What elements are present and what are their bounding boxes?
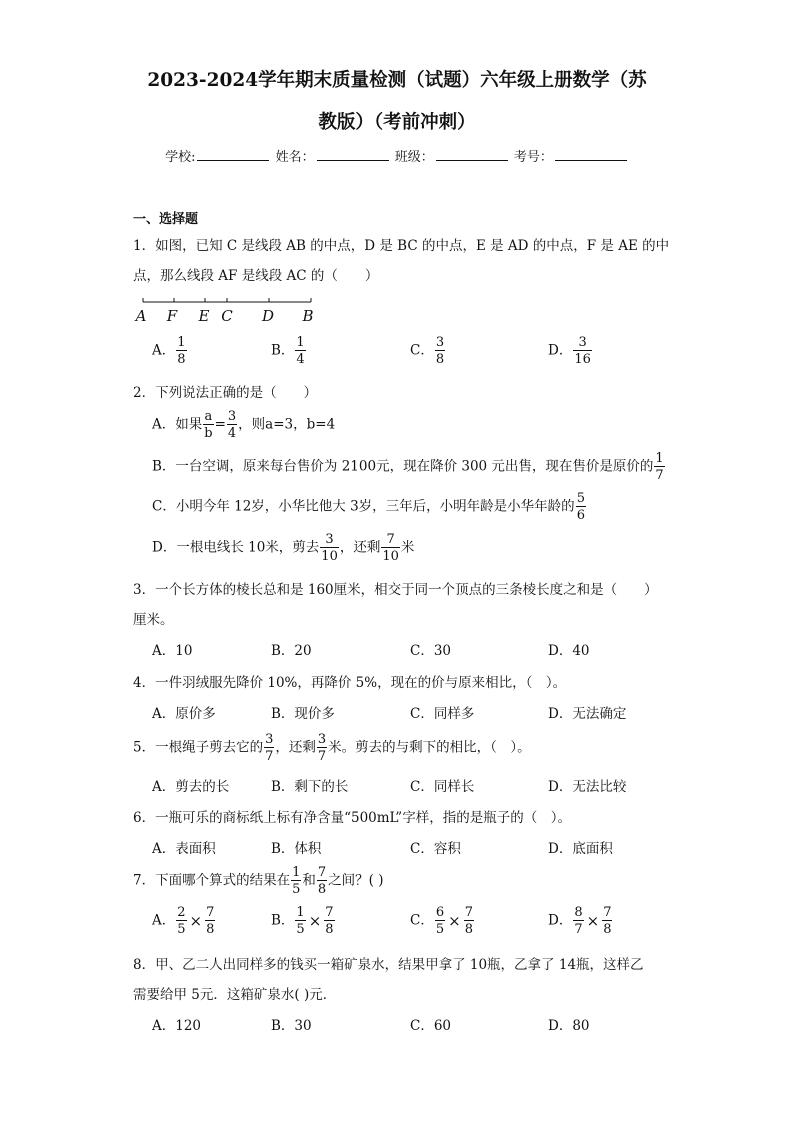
q3-option-a[interactable]: A．10 xyxy=(152,643,193,659)
fraction: $\frac{1}{7}$ xyxy=(655,451,664,483)
q3-stem-line-1: 3．一个长方体的棱长总和是 160厘米，相交于同一个顶点的三条棱长度之和是（ ） xyxy=(133,582,658,598)
q1-stem-line-1: 1．如图，已知 C 是线段 AB 的中点，D 是 BC 的中点，E 是 AD 的中点，F 是 AE 的中 xyxy=(133,238,670,254)
school-blank[interactable] xyxy=(197,148,269,161)
q5-option-b[interactable]: B．剩下的长 xyxy=(271,779,349,795)
student-info-row xyxy=(0,146,794,165)
page-title-line-1: 2023-2024学年期末质量检测（试题）六年级上册数学（苏 xyxy=(147,70,647,91)
fraction: $\frac{1}{8}$ xyxy=(177,335,186,367)
q1-option-b[interactable]: B． $\frac{1}{4}$ xyxy=(271,335,305,367)
fraction: $\frac{7}{8}$ xyxy=(317,865,327,897)
fraction: $\frac{3}{8}$ xyxy=(435,335,445,367)
q7-option-a[interactable]: A． $\frac{2}{5}$ × $\frac{7}{8}$ xyxy=(152,905,215,937)
class-label: 班级： xyxy=(394,150,434,165)
q4-option-a[interactable]: A．原价多 xyxy=(152,706,216,722)
page-title-line-2: 教版）（考前冲刺） xyxy=(318,112,476,133)
q5-option-a[interactable]: A．剪去的长 xyxy=(152,779,230,795)
point-label-b: B xyxy=(302,307,314,325)
fraction: $\frac{3}{10}$ xyxy=(321,532,338,564)
point-label-f: F xyxy=(166,307,178,325)
q2-option-c[interactable]: C．小明今年 12岁，小华比他大 3岁，三年后，小明年龄是小华年龄的 $\frac{5}{6}$ xyxy=(152,491,585,523)
q8-stem-line-2: 需要给甲 5元．这箱矿泉水( )元． xyxy=(133,987,337,1003)
q3-stem-line-2: 厘米。 xyxy=(133,612,174,628)
fraction: $\frac{1}{5}$ xyxy=(296,905,305,937)
fraction: $\frac{1}{4}$ xyxy=(296,335,305,367)
q5-stem: 5．一根绳子剪去它的 $\frac{3}{7}$ ，还剩 $\frac{3}{7}$ 米。剪去的与剩下的相比，（ ）。 xyxy=(133,732,531,764)
q7-option-b[interactable]: B． $\frac{1}{5}$ × $\frac{7}{8}$ xyxy=(271,905,334,937)
name-blank[interactable] xyxy=(317,148,389,161)
fraction: $\frac{8}{7}$ xyxy=(574,905,583,937)
fraction: $\frac{3}{4}$ xyxy=(227,409,237,441)
q7-option-c[interactable]: C． $\frac{6}{5}$ × $\frac{7}{8}$ xyxy=(410,905,473,937)
q3-option-c[interactable]: C．30 xyxy=(410,643,452,659)
fraction: $\frac{3}{16}$ xyxy=(574,335,591,367)
point-label-a: A xyxy=(135,307,147,325)
point-label-c: C xyxy=(221,307,233,325)
q2-stem: 2．下列说法正确的是（ ） xyxy=(133,385,318,401)
fraction: $\frac{5}{6}$ xyxy=(576,491,585,523)
q7-stem: 7．下面哪个算式的结果在 $\frac{1}{5}$ 和 $\frac{7}{8}$ 之间？( ) xyxy=(133,865,384,897)
class-blank[interactable] xyxy=(436,148,508,161)
fraction: $\frac{1}{5}$ xyxy=(292,865,301,897)
q1-option-c[interactable]: C． $\frac{3}{8}$ xyxy=(410,335,445,367)
q8-option-b[interactable]: B．30 xyxy=(271,1018,312,1034)
fraction: $\frac{7}{10}$ xyxy=(382,532,399,564)
fraction: $\frac{7}{8}$ xyxy=(464,905,473,937)
q8-stem-line-1: 8．甲、乙二人出同样多的钱买一箱矿泉水，结果甲拿了 10瓶，乙拿了 14瓶，这样乙 xyxy=(133,957,644,973)
q6-option-b[interactable]: B．体积 xyxy=(271,841,322,857)
q8-option-a[interactable]: A．120 xyxy=(152,1018,202,1034)
fraction: $\frac{7}{8}$ xyxy=(603,905,612,937)
fraction: $\frac{3}{7}$ xyxy=(317,732,327,764)
q2-option-b[interactable]: B．一台空调，原来每台售价为 2100元，现在降价 300 元出售，现在售价是原价的 $\frac{1}{7}$ xyxy=(152,451,664,483)
fraction: $\frac{2}{5}$ xyxy=(177,905,186,937)
q8-option-c[interactable]: C．60 xyxy=(410,1018,452,1034)
fraction: $\frac{a}{b}$ xyxy=(204,409,213,441)
q2-option-d[interactable]: D．一根电线长 10米，剪去 $\frac{3}{10}$ ，还剩 $\frac{7}{10}$ 米 xyxy=(152,532,415,564)
id-blank[interactable] xyxy=(555,148,627,161)
q1-stem-line-2: 点，那么线段 AF 是线段 AC 的（ ） xyxy=(133,268,379,284)
q1-segment-diagram xyxy=(130,294,330,326)
q6-stem: 6．一瓶可乐的商标纸上标有净含量“500mL”字样，指的是瓶子的（ ）。 xyxy=(133,810,571,826)
q8-option-d[interactable]: D．80 xyxy=(548,1018,590,1034)
q6-option-a[interactable]: A．表面积 xyxy=(152,841,216,857)
fraction: $\frac{7}{8}$ xyxy=(206,905,215,937)
q5-option-d[interactable]: D．无法比较 xyxy=(548,779,627,795)
q4-option-b[interactable]: B．现价多 xyxy=(271,706,335,722)
q4-option-c[interactable]: C．同样多 xyxy=(410,706,475,722)
fraction: $\frac{3}{7}$ xyxy=(265,732,274,764)
fraction: $\frac{6}{5}$ xyxy=(435,905,445,937)
q4-option-d[interactable]: D．无法确定 xyxy=(548,706,627,722)
q3-option-d[interactable]: D．40 xyxy=(548,643,590,659)
q3-option-b[interactable]: B．20 xyxy=(271,643,312,659)
school-label: 学校: xyxy=(165,150,196,165)
q2-option-a[interactable]: A．如果 $\frac{a}{b}$ = $\frac{3}{4}$ ，则a=3，b=4 xyxy=(152,409,336,441)
name-label: 姓名： xyxy=(275,150,315,165)
q4-stem: 4．一件羽绒服先降价 10%，再降价 5%，现在的价与原来相比，（ ）。 xyxy=(133,675,567,691)
section-heading: 一、选择题 xyxy=(133,212,199,227)
q1-option-d[interactable]: D． $\frac{3}{16}$ xyxy=(548,335,591,367)
q7-option-d[interactable]: D． $\frac{8}{7}$ × $\frac{7}{8}$ xyxy=(548,905,612,937)
q1-option-a[interactable]: A． $\frac{1}{8}$ xyxy=(152,335,186,367)
point-label-e: E xyxy=(198,307,210,325)
q6-option-c[interactable]: C．容积 xyxy=(410,841,461,857)
q5-option-c[interactable]: C．同样长 xyxy=(410,779,475,795)
point-label-d: D xyxy=(261,307,275,325)
q6-option-d[interactable]: D．底面积 xyxy=(548,841,613,857)
id-label: 考号： xyxy=(513,150,553,165)
fraction: $\frac{7}{8}$ xyxy=(325,905,334,937)
